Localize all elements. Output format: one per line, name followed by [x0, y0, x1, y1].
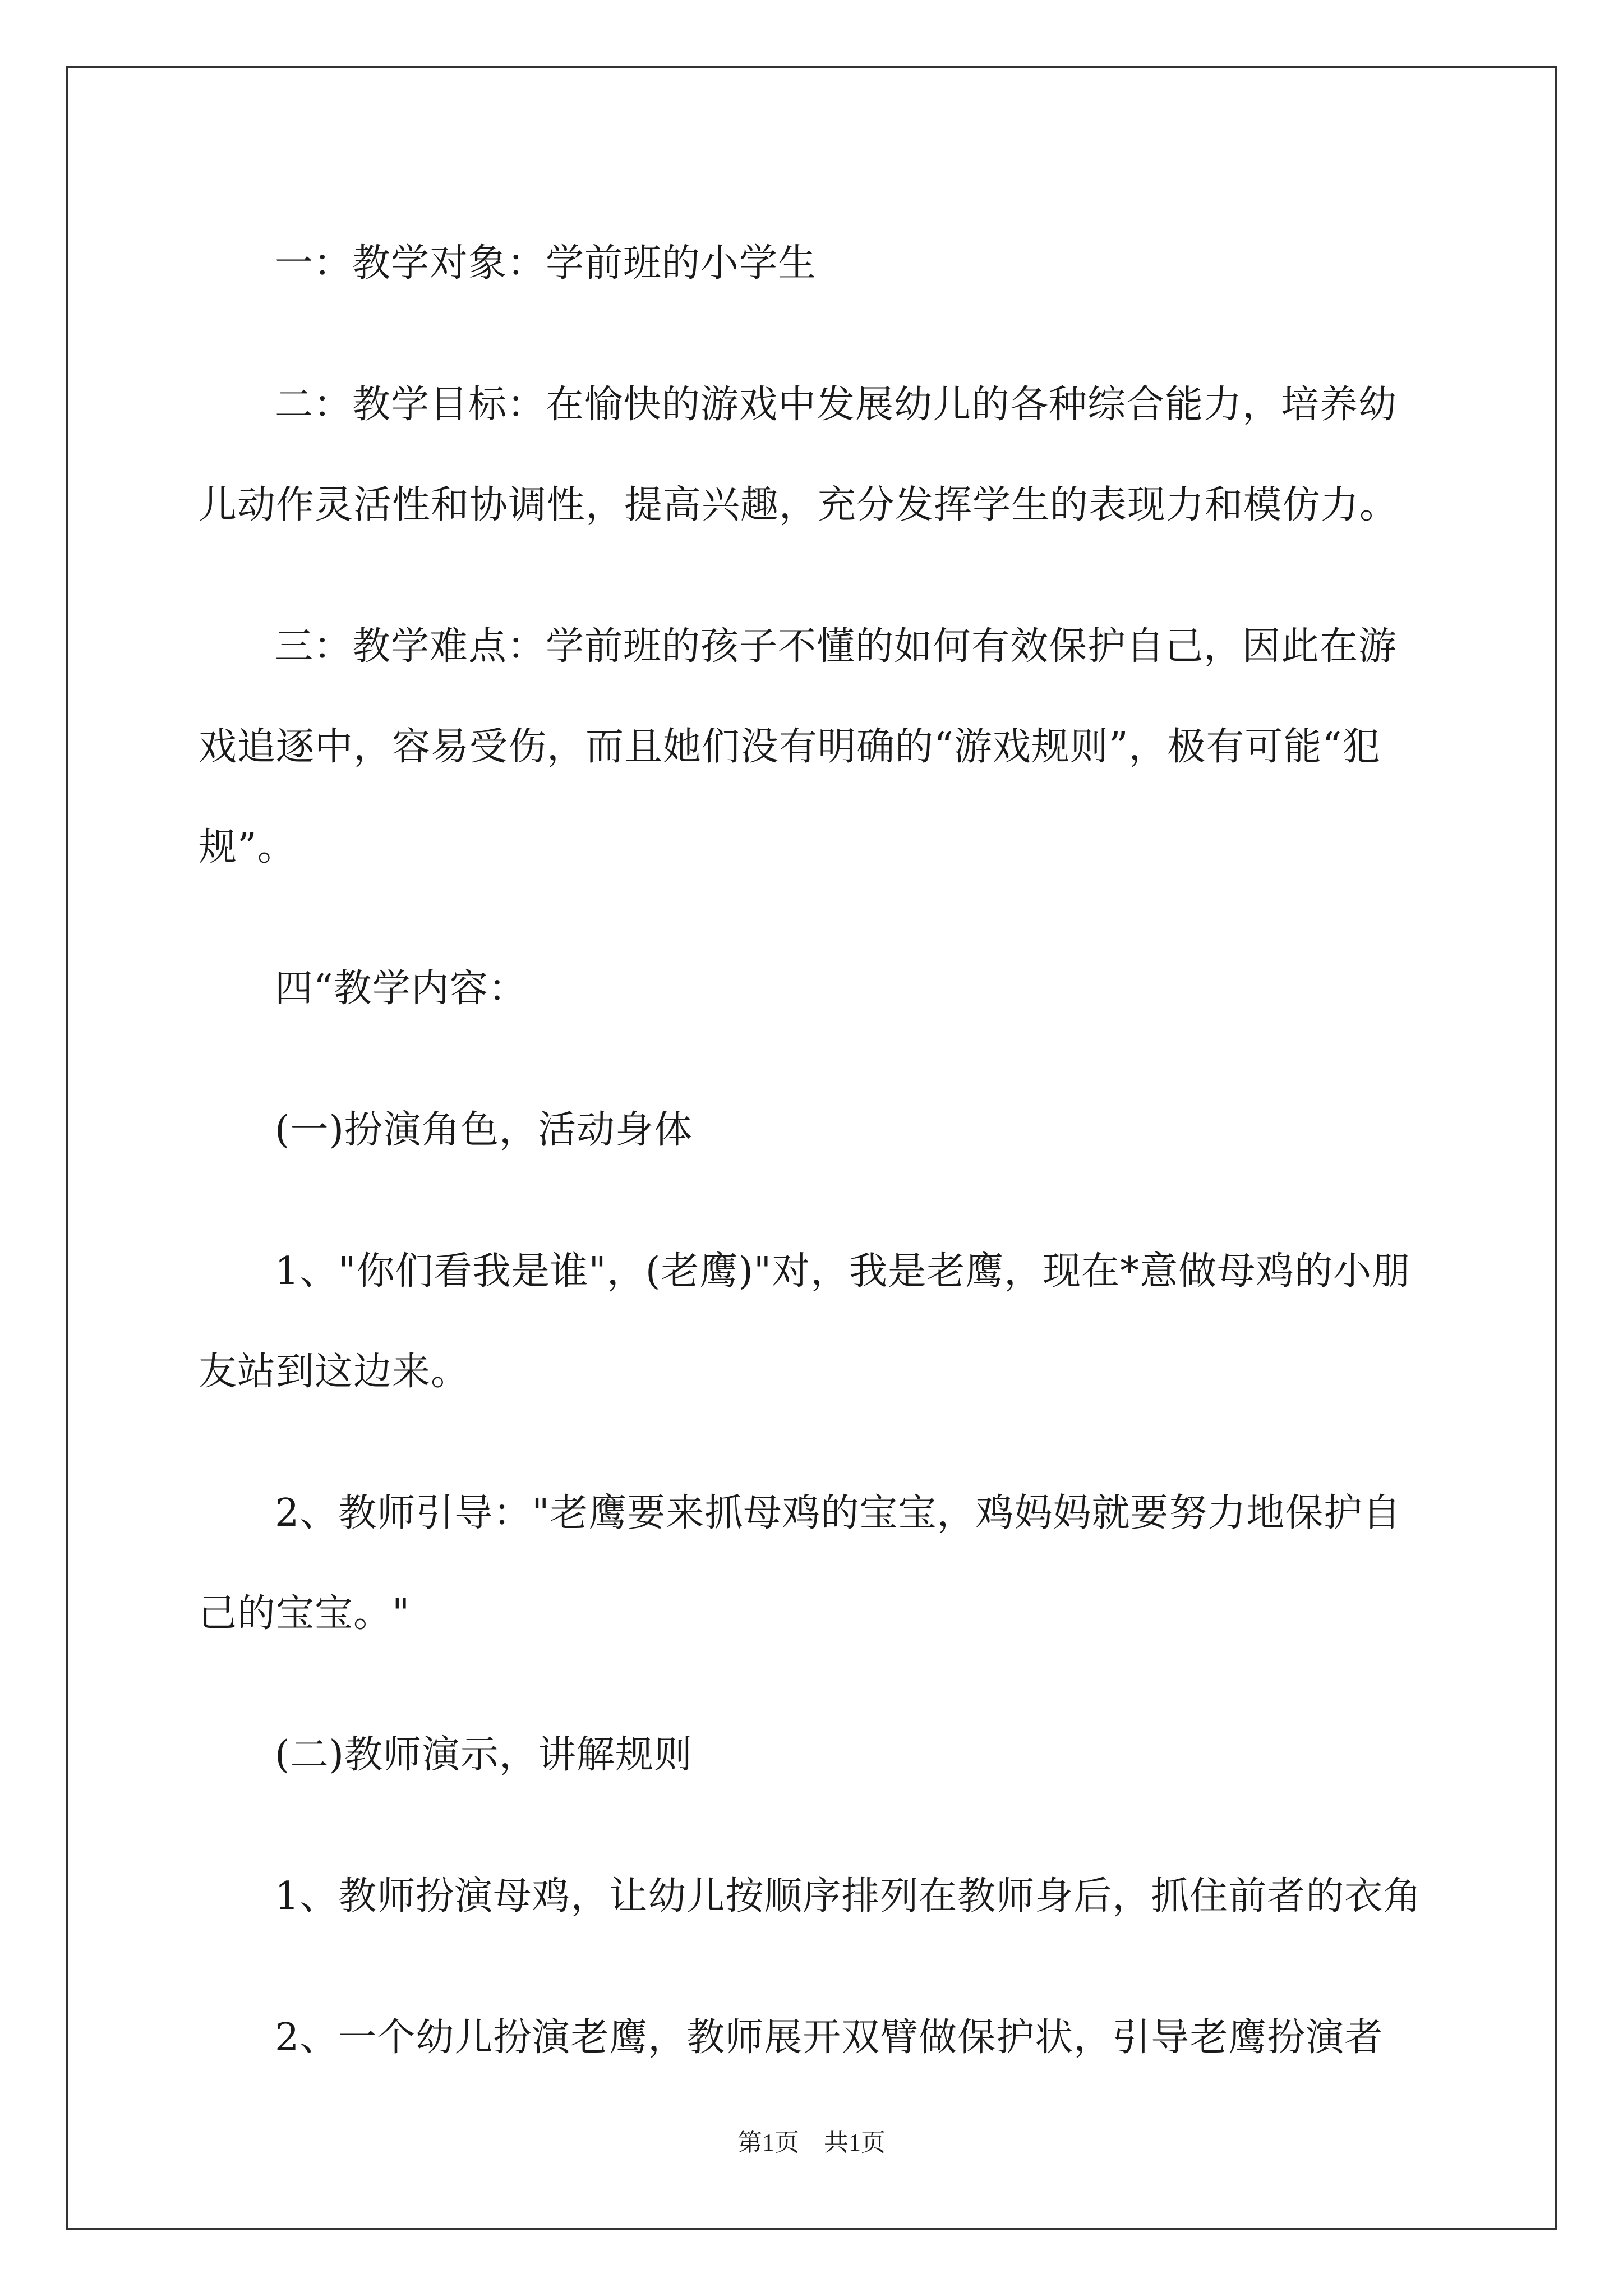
paragraph-section-one-item-1: 1、"你们看我是谁"，(老鹰)"对，我是老鹰，现在*意做母鸡的小朋友站到这边来。: [199, 1249, 1411, 1394]
page-footer: 第1页 共1页: [737, 2129, 886, 2156]
paragraph-section-one-item-2: 2、教师引导："老鹰要来抓母鸡的宝宝，鸡妈妈就要努力地保护自己的宝宝。": [199, 1491, 1401, 1636]
document-body: [199, 213, 1427, 2129]
paragraph-section-two-item-1: 1、教师扮演母鸡，让幼儿按顺序排列在教师身后，抓住前者的衣角: [275, 1874, 1422, 1918]
paragraph-teaching-difficulty: 三：教学难点：学前班的孩子不懂的如何有效保护自己，因此在游戏追逐中，容易受伤，而且她们没有明确的“游戏规则”，极有可能“犯规”。: [199, 624, 1398, 869]
paragraph-teaching-object: 一：教学对象：学前班的小学生: [275, 241, 817, 286]
paragraph-section-two-heading: (二)教师演示，讲解规则: [275, 1733, 693, 1777]
paragraph-section-two-item-2: 2、一个幼儿扮演老鹰，教师展开双臂做保护状，引导老鹰扮演者: [275, 2016, 1384, 2060]
paragraph-teaching-goal: 二：教学目标：在愉快的游戏中发展幼儿的各种综合能力，培养幼儿动作灵活性和协调性，提高兴趣，充分发挥学生的表现力和模仿力。: [199, 383, 1399, 527]
paragraph-teaching-content-heading: 四“教学内容：: [275, 967, 527, 1011]
paragraph-section-one-heading: (一)扮演角色，活动身体: [275, 1108, 693, 1152]
